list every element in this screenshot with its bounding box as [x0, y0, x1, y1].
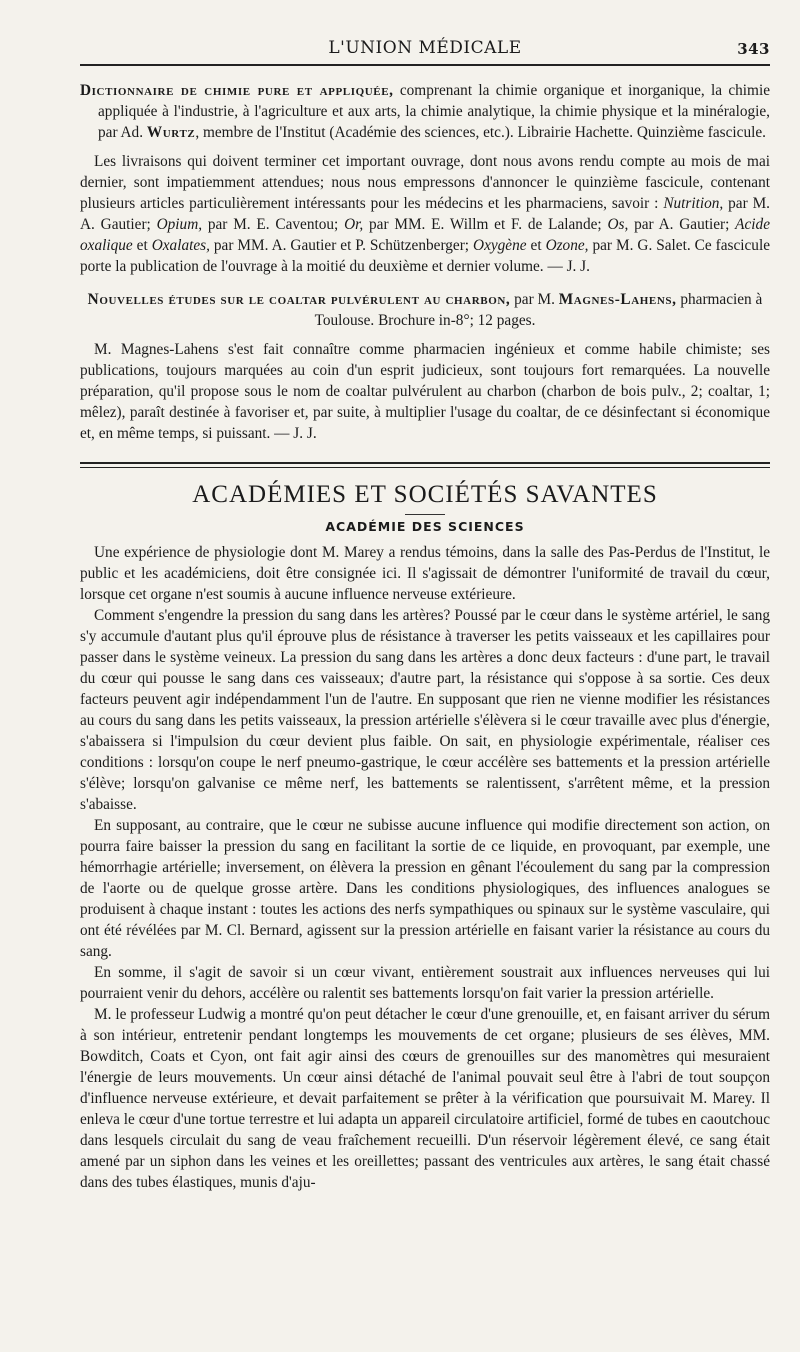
review-text: et: [526, 237, 546, 254]
review-title-main: Dictionnaire de chimie pure et appliquée,: [80, 82, 394, 99]
article-name: Acide oxalique: [80, 216, 770, 254]
academy-report: [80, 542, 770, 1193]
review-text: par MM. A. Gautier et P. Schützenberger;: [209, 237, 474, 254]
review-text: par M. A. Gautier;: [80, 195, 770, 233]
section-divider: [80, 462, 770, 468]
article-name: Oxygène: [473, 237, 527, 254]
review-title: [80, 289, 770, 331]
paragraph: En somme, il s'agit de savoir si un cœur vivant, entièrement soustrait aux influences nerveuses qui lui pourraient venir du dehors, accélère ou ralentit ses battements lorsqu'on fait varier la pression artérielle.: [80, 964, 770, 1002]
article-name: Nutrition,: [663, 195, 724, 212]
section-title: ACADÉMIES ET SOCIÉTÉS SAVANTES: [192, 481, 658, 508]
review-body: [80, 151, 770, 277]
paragraph: Une expérience de physiologie dont M. Marey a rendus témoins, dans la salle des Pas-Perdus de l'Institut, le public et les académiciens, doit être consignée ici. Il s'agissait de démontrer l'uniformité de travail du cœur, lorsque cet organe n'est soumis à aucune influence nerveuse extérieure.: [80, 544, 770, 603]
page-number: 343: [737, 40, 770, 58]
review-coaltar: [80, 289, 770, 444]
article-name: Os,: [607, 216, 629, 233]
subsection-title: ACADÉMIE DES SCIENCES: [325, 519, 525, 534]
paragraph: M. le professeur Ludwig a montré qu'on peut détacher le cœur d'une grenouille, et, en faisant arriver du sérum à son intérieur, entretenir pendant longtemps les mouvements de cet organe; plusieurs de ses élèves, MM. Bowditch, Coats et Cyon, ont fait agir ainsi des cœurs de grenouilles sur des manomètres qui mesuraient l'énergie de leurs mouvements. Un cœur ainsi détaché de l'animal pouvait seul être à l'abri de tout soupçon d'influence nerveuse extérieure, et devait parfaitement se prêter à la vérification que poursuivait M. Marey. Il enleva le cœur d'une tortue terrestre et lui adapta un appareil circulatoire artificiel, formé de tubes en caoutchouc dans lesquels circulait du sang de veau fraîchement recueilli. D'un réservoir légèrement élevé, ce sang était amené par un siphon dans les veines et les oreillettes; passant des ventricules aux artères, le sang était chassé dans des tubes élastiques, munis d'aju-: [80, 1006, 770, 1191]
article-name: Oxalates,: [151, 237, 210, 254]
review-body: M. Magnes-Lahens s'est fait connaître comme pharmacien ingénieux et comme habile chimiste; ses publications, toujours marquées au coin d'un esprit judicieux, sont toujours fort remarquées. La nouvelle préparation, qu'il propose sous le nom de coaltar pulvérulent au charbon (charbon de bois pulv., 2; coaltar, 1; mêlez), paraît destinée à favoriser et, par suite, à multiplier l'usage du coaltar, de ce désinfectant si économique et, en même temps, si puissant. — J. J.: [80, 341, 770, 442]
paragraph: Comment s'engendre la pression du sang dans les artères? Poussé par le cœur dans le système artériel, le sang s'y accumule d'autant plus qu'il éprouve plus de résistance à traverser les petits vaisseaux et les capillaires pour passer dans le système veineux. La pression du sang dans les artères a donc deux facteurs : d'une part, le travail du cœur qui pousse le sang dans ces vaisseaux; d'autre part, la résistance qui s'oppose à sa sortie. Ces deux facteurs peuvent agir indépendamment l'un de l'autre. En supposant que rien ne vienne modifier les résistances au cours du sang dans les petits vaisseaux, la pression artérielle s'élèvera si le cœur travaille avec plus d'énergie, s'abaissera si l'impulsion du cœur devient plus faible. On sait, en physiologie expérimentale, réaliser ces conditions : lorsqu'on coupe le nerf pneumo-gastrique, le cœur accélère ses battements et la pression artérielle s'élève; lorsqu'on galvanise ce même nerf, les battements se ralentissent, s'arrêtent même, et la pression s'abaisse.: [80, 607, 770, 813]
review-text: par MM. E. Willm et F. de Lalande;: [363, 216, 608, 233]
article-name: Opium,: [156, 216, 203, 233]
running-head: [80, 30, 770, 66]
article-name: Ozone,: [545, 237, 589, 254]
review-title: [80, 80, 770, 143]
review-title-text: comprenant la chimie organique et inorganique, la chimie appliquée à l'industrie, à l'agriculture et aux arts, la chimie analytique, la chimie physique et la minéralogie, par Ad.: [98, 82, 770, 141]
review-author: Magnes-Lahens,: [558, 291, 677, 308]
review-author: Wurtz: [146, 124, 196, 141]
review-text: Les livraisons qui doivent terminer cet important ouvrage, dont nous avons rendu compte au mois de mai dernier, sont impatiemment attendues; nous nous empressons d'annoncer le quinzième fascicule, contenant plusieurs articles particulièrement intéressants pour les médecins et les pharmaciens, savoir :: [80, 153, 770, 212]
review-text: par M. E. Caventou;: [202, 216, 345, 233]
journal-title: L'UNION MÉDICALE: [328, 38, 522, 58]
review-text: par M. G. Salet. Ce fascicule porte la publication de l'ouvrage à la moitié du deuxième et dernier volume. — J. J.: [80, 237, 770, 275]
review-text: et: [132, 237, 152, 254]
review-title-end: , membre de l'Institut (Académie des sciences, etc.). Librairie Hachette. Quinzième fascicule.: [195, 124, 766, 141]
review-dictionnaire: [80, 80, 770, 277]
review-title-end: pharmacien à Toulouse. Brochure in-8°; 12 pages.: [314, 291, 763, 329]
review-title-main: Nouvelles études sur le coaltar pulvérulent au charbon,: [87, 291, 511, 308]
title-rule: [405, 514, 445, 515]
review-title-text: par M.: [510, 291, 559, 308]
review-text: par A. Gautier;: [628, 216, 736, 233]
article-name: Or,: [344, 216, 364, 233]
paragraph: En supposant, au contraire, que le cœur ne subisse aucune influence qui modifie directement son action, on pourra faire baisser la pression du sang en facilitant la sortie de ce liquide, en provoquant, par exemple, une hémorrhagie artérielle; inversement, on élèvera la pression en gênant l'écoulement du sang par la compression de l'aorte ou de quelque grosse artère. Dans les conditions physiologiques, des influences analogues se produisent à chaque instant : toutes les actions des nerfs sympathiques ou spinaux sur le système vasculaire, qui ont été révélées par M. Cl. Bernard, agissent sur la pression artérielle en faisant varier la résistance au cours du sang.: [80, 817, 770, 960]
